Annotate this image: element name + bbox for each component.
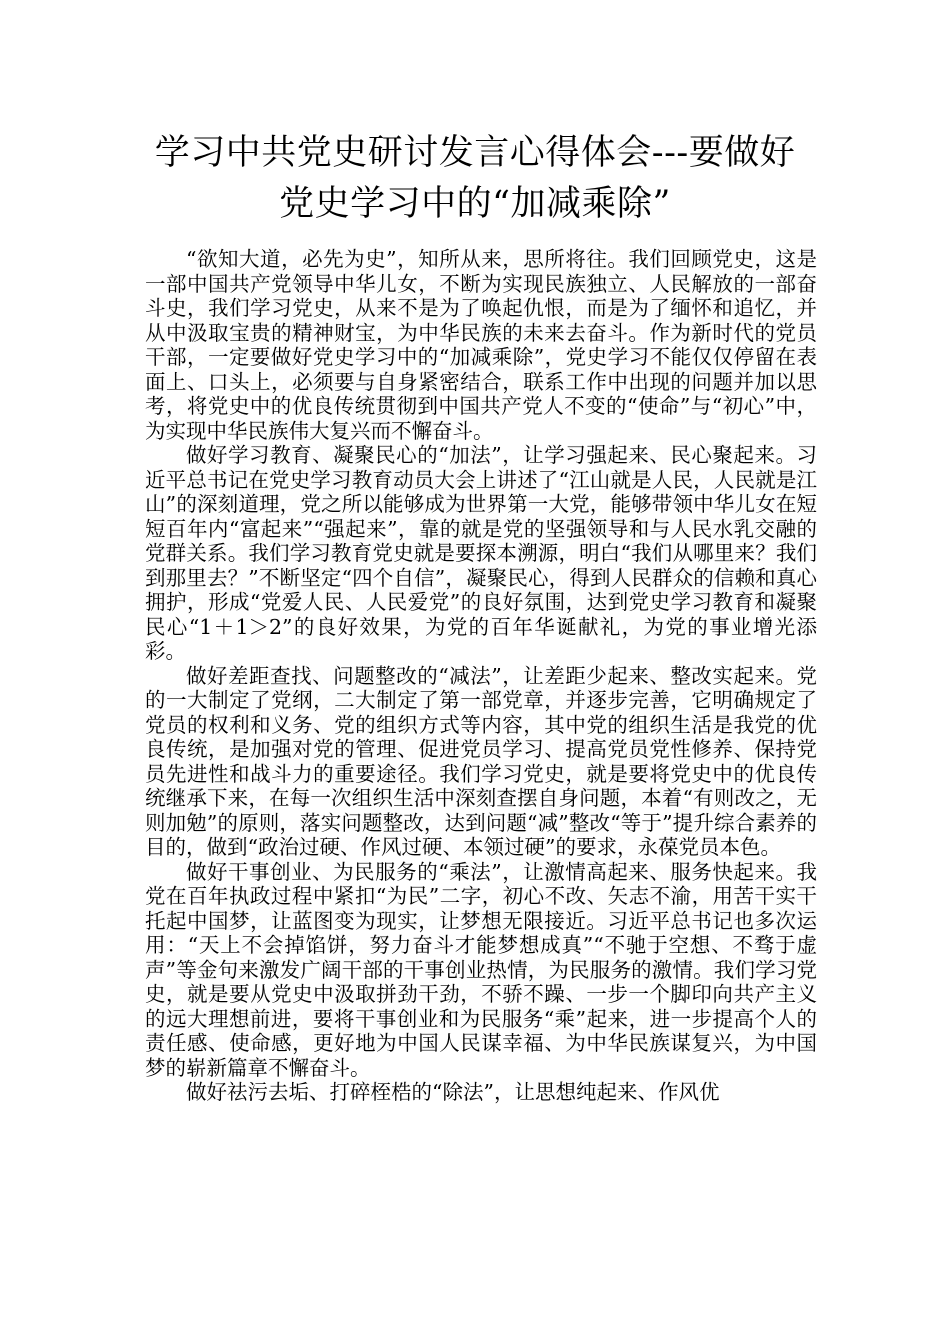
document-body [145,247,817,1105]
paragraph-multiplication: 做好干事创业、为民服务的“乘法”，让激情高起来、服务快起来。我党在百年执政过程中紧扣“为民”二字，初心不改、矢志不渝，用苦干实干托起中国梦，让蓝图变为现实，让梦想无限接近。习近平总书记也多次运用：“天上不会掉馅饼，努力奋斗才能梦想成真”“不驰于空想、不骛于虚声”等金句来激发广阔干部的干事创业热情，为民服务的激情。我们学习党史，就是要从党史中汲取拼劲干劲，不骄不躁、一步一个脚印向共产主义的远大理想前进，要将干事创业和为民服务“乘”起来，进一步提高个人的责任感、使命感，更好地为中国人民谋幸福、为中华民族谋复兴，为中国梦的崭新篇章不懈奋斗。 [145,859,817,1080]
paragraph-intro: “欲知大道，必先为史”，知所从来，思所将往。我们回顾党史，这是一部中国共产党领导中华儿女，不断为实现民族独立、人民解放的一部奋斗史，我们学习党史，从来不是为了唤起仇恨，而是为了缅怀和追忆，并从中汲取宝贵的精神财宝，为中华民族的未来去奋斗。作为新时代的党员干部，一定要做好党史学习中的“加减乘除”，党史学习不能仅仅停留在表面上、口头上，必须要与自身紧密结合，联系工作中出现的问题并加以思考，将党史中的优良传统贯彻到中国共产党人不变的“使命”与“初心”中，为实现中华民族伟大复兴而不懈奋斗。 [145,247,817,443]
title-line-2: 党史学习中的“加减乘除” [279,184,671,224]
title-line-1: 学习中共党史研讨发言心得体会---要做好 [154,133,796,173]
document-title [120,128,830,230]
paragraph-addition: 做好学习教育、凝聚民心的“加法”，让学习强起来、民心聚起来。习近平总书记在党史学习教育动员大会上讲述了“江山就是人民，人民就是江山”的深刻道理，党之所以能够成为世界第一大党，能够带领中华儿女在短短百年内“富起来”“强起来”，靠的就是党的坚强领导和与人民水乳交融的党群关系。我们学习教育党史就是要探本溯源，明白“我们从哪里来？我们到那里去？”不断坚定“四个自信”，凝聚民心，得到人民群众的信赖和真心拥护，形成“党爱人民、人民爱党”的良好氛围，达到党史学习教育和凝聚民心“1＋1＞2”的良好效果，为党的百年华诞献礼，为党的事业增光添彩。 [145,443,817,663]
paragraph-division: 做好祛污去垢、打碎桎梏的“除法”，让思想纯起来、作风优 [186,1080,720,1104]
paragraph-subtraction: 做好差距查找、问题整改的“减法”，让差距少起来、整改实起来。党的一大制定了党纲，二大制定了第一部党章，并逐步完善，它明确规定了党员的权利和义务、党的组织方式等内容，其中党的组织生活是我党的优良传统，是加强对党的管理、促进党员学习、提高党员党性修养、保持党员先进性和战斗力的重要途径。我们学习党史，就是要将党史中的优良传统继承下来，在每一次组织生活中深刻查摆自身问题，本着“有则改之，无则加勉”的原则，落实问题整改，达到问题“减”整改“等于”提升综合素养的目的，做到“政治过硬、作风过硬、本领过硬”的要求，永葆党员本色。 [145,663,817,859]
